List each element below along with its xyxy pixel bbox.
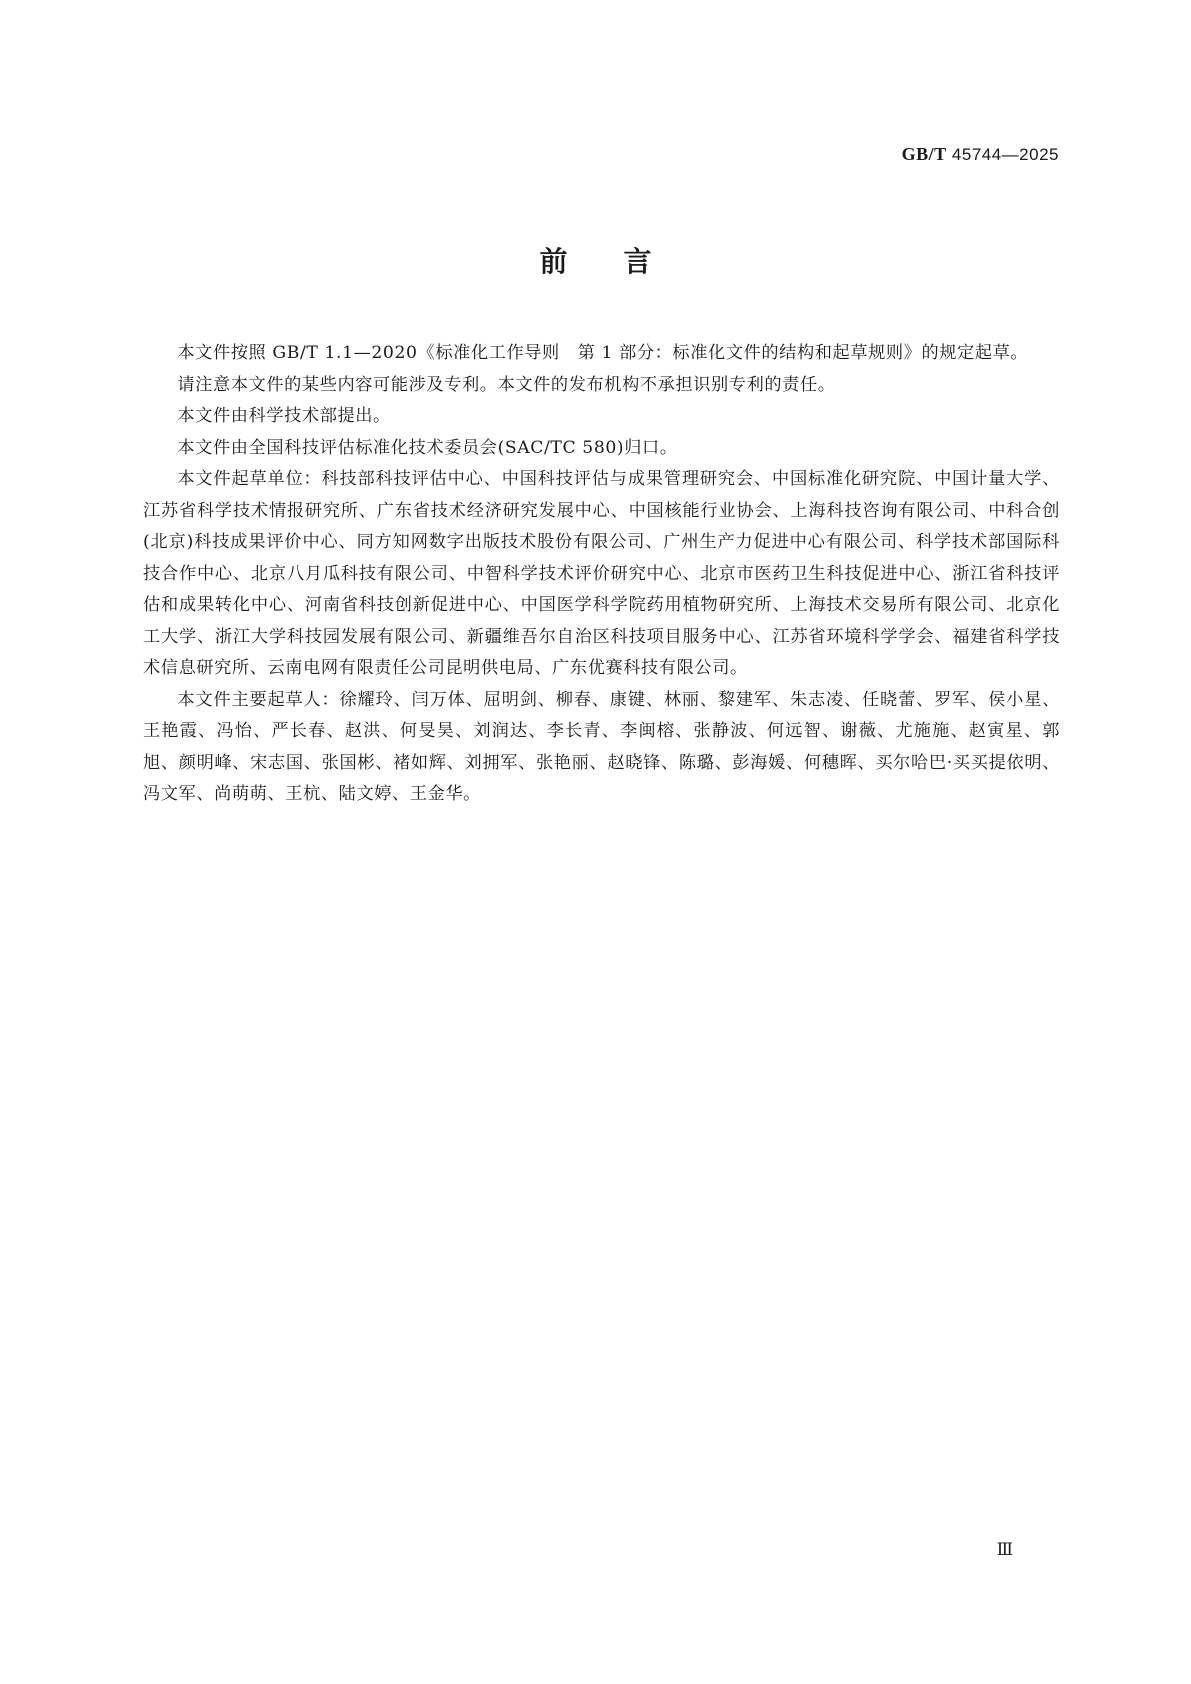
foreword-body <box>143 338 1060 811</box>
paragraph-proposer: 本文件由科学技术部提出。 <box>177 406 391 426</box>
page-title: 前言 <box>539 245 708 278</box>
paragraph-drafting-units: 本文件起草单位：科技部科技评估中心、中国科技评估与成果管理研究会、中国标准化研究院、中国计量大学、江苏省科学技术情报研究所、广东省技术经济研究发展中心、中国核能行业协会、上海科技咨询有限公司、中科合创(北京)科技成果评价中心、同方知网数字出版技术股份有限公司、广州生产力促进中心有限公司、科学技术部国际科技合作中心、北京八月瓜科技有限公司、中智科学技术评价研究中心、北京市医药卫生科技促进中心、浙江省科技评估和成果转化中心、河南省科技创新促进中心、中国医学科学院药用植物研究所、上海技术交易所有限公司、北京化工大学、浙江大学科技园发展有限公司、新疆维吾尔自治区科技项目服务中心、江苏省环境科学学会、福建省科学技术信息研究所、云南电网有限责任公司昆明供电局、广东优赛科技有限公司。 <box>143 469 1060 678</box>
standard-year-number: 45744—2025 <box>951 145 1059 164</box>
standard-code: GB/T <box>901 144 947 164</box>
paragraph-patent-notice: 请注意本文件的某些内容可能涉及专利。本文件的发布机构不承担识别专利的责任。 <box>177 374 836 395</box>
paragraph-committee: 本文件由全国科技评估标准化技术委员会(SAC/TC 580)归口。 <box>177 437 678 458</box>
page-number: Ⅲ <box>996 1540 1013 1559</box>
standard-number-header <box>902 144 1059 165</box>
paragraph-drafters: 本文件主要起草人：徐耀玲、闫万体、屈明剑、柳春、康键、林丽、黎建军、朱志凌、任晓蕾、罗军、侯小星、王艳霞、冯怡、严长春、赵洪、何旻昊、刘润达、李长青、李闽榕、张静波、何远智、谢薇、尤施施、赵寅星、郭旭、颜明峰、宋志国、张国彬、褚如辉、刘拥军、张艳丽、赵晓锋、陈璐、彭海媛、何穗晖、买尔哈巴·买买提依明、冯文军、尚萌萌、王杭、陆文婷、王金华。 <box>143 689 1060 804</box>
paragraph-drafting-rules: 本文件按照 GB/T 1.1—2020《标准化工作导则 第 1 部分：标准化文件的结构和起草规则》的规定起草。 <box>177 343 1029 363</box>
